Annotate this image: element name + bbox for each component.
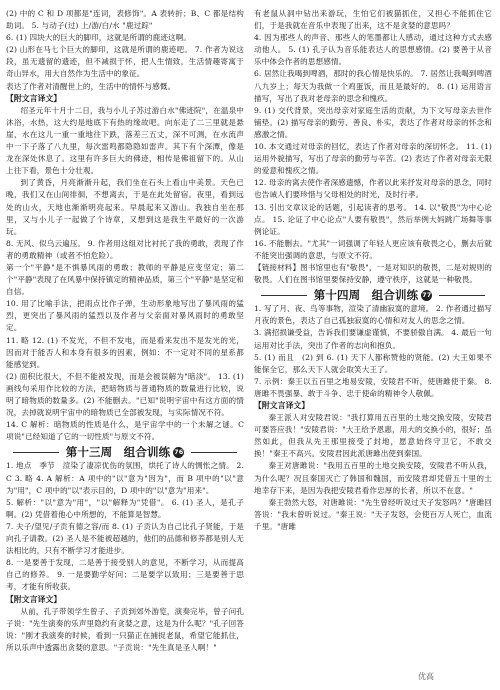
paragraph: 12. 母亲的离去使作者深感遗憾，作者以此来抒发对母亲的思念，同时也告诫人们要珍惜与父母相处的时光，及时行孝。 xyxy=(254,178,493,200)
paragraph: 4. 因为那些人的声音、那些人的笔墨都让人感动，通过这种方式去感动他人。 5. (1) 孔子认为音乐能表达人的思想感情。(2) 要善于从音乐中体会作者的思想感情。 xyxy=(254,33,492,67)
paragraph: 秦王勃然大怒，对唐雎说："先生曾经听说过天子发怒吗？"唐雎回答说："我未曾听说过。"秦王说："天子发怒，会使百万人死亡，血流千里。"唐雎 xyxy=(254,497,492,531)
paragraph: 13. 引出文章议论的话题，引起读者的思考。 14. 以"敬畏"为中心论点。 15. 论证了中心论点"人要有敬畏"，然后举例大妈跳广场舞等事例论证。 xyxy=(254,202,492,236)
week-heading xyxy=(254,289,492,301)
divider xyxy=(191,452,237,453)
section-tag: 【附文言译文】 xyxy=(6,93,62,103)
paragraph: 【链接材料】图书馆里也有"敬畏"，一是对知识的敬畏，二是对规则的敬畏。人们在图书馆里要保持安静，遵守秩序，这就是一种敬畏。 xyxy=(254,262,492,285)
divider xyxy=(13,452,59,453)
paragraph: 6. (1) 四块大的巨大的脚印，这就是所谓的鹿迹这啊。 xyxy=(6,33,192,43)
paragraph: 到了黄昏，月亮渐渐升起，我们坐在石头上看山中美景。天色已晚，我们又在山间徘徊，不想离去，于是在此处留宿。夜里，看到远处的山火，天地也渐渐明亮起来。早晨起来又游山。我独自坐在那里，又与小儿子一起做了个诗章，又想到这是我生平最好的一次游玩。 xyxy=(6,178,244,236)
divider xyxy=(261,295,307,296)
paragraph: 10. 本文通过对母亲的回忆，表达了作者对母亲的深切怀念。 11. (1) 运用外貌描写，写出了母亲的勤劳与辛苦。(2) 表达了作者对母亲无限的爱意和愧疚之情。 xyxy=(254,142,492,176)
paragraph: 3. 满招损谦受益，告诉我们要谦虚谨慎，不要骄傲自满。 4. 最后一句运用对比手法，突出了作者的志向和抱负。 xyxy=(254,328,492,350)
page-footer xyxy=(0,668,500,686)
paragraph: (2) 山形在马七个巨大的脚印，这就是所谓的鹿迹吧。 7. 作者为说这段，虽无遗留的遗迹，但不减损于怀，把人生情致，生活情趣寄寓于奇山异水，用大自然作为生活中的象征。 xyxy=(6,45,244,79)
paragraph: 第一个"平静"是不惧暴风雨的勇敢；教师的平静是应变坚定；第二个"平静"表现了在风暴中保持镇定的精神品质，第三个"平静"是坚定和自信。 xyxy=(6,262,244,297)
paragraph: 14. C 解析：暗物质的性质是什么，是宇宙学中的一个未解之谜。C 项说"已经知道了它的一切性质"与原文不符。 xyxy=(6,420,244,442)
divider xyxy=(439,295,485,296)
paragraph: 9. (1) 交代背景，突出母亲对家庭生活的贡献，为下文写母亲去世作铺垫。(2) 描写母亲的勤劳、善良、朴实，表达了作者对母亲的怀念和感激之情。 xyxy=(254,105,492,139)
paragraph: 从前，孔子带领学生曾子、子贡到郊外游览，演奏完毕，曾子问孔子说："先生演奏的乐声里隐约有贪婪之意，这是为什么呢？"孔子回答说："刚才我演奏的时候，看到一只猫正在捕捉老鼠，希望它能抓住，所以乐声中透露出贪婪的意思。"子贡说："先生真是圣人啊！" xyxy=(6,606,244,652)
paragraph: 16. 不能删去。"尤其"一词强调了年轻人更应该有敬畏之心，删去后就不能突出强调的意思，与原文不符。 xyxy=(254,238,492,260)
week-heading xyxy=(6,446,244,458)
paragraph: 绍圣元年十月十二日，我与小儿子苏过游白水"佛迹院"，在温泉中沐浴，水热，这大约是地底下有热的缘故吧。向东走了二三里就是悬崖，水在这儿一重一重地往下跌，落差三五丈，深不可测，在水流声中一下子落了八九里，每次雷鸣都隐隐如雷声。其下有个深潭，像是龙在深处休息了。这里有许多巨大的佛迹，相传是佛祖留下的。从山上往下看，景色十分壮观。 xyxy=(6,105,244,176)
paragraph: 秦王对唐雎说："我用五百里的土地交换安陵，安陵君不听从我，为什么呢？况且秦国灭亡了韩国和魏国，而安陵君却凭借五十里的土地幸存下来，是因为我把安陵君看作忠厚的长者，所以不在意。" xyxy=(254,461,492,495)
paragraph: (2) 中的 C 和 D 项都是"连词，表修饰"。A 表转折；B、C 都是结构助词。 5. 与动子(过) 上/游/白/水 "鹿过踪" xyxy=(6,9,244,31)
week-title: 第十三周 组合训练 xyxy=(65,445,171,460)
paragraph: 7. 夫子/望见/子贡有德之容/而 8. (1) 子贡认为自己比孔子贤能，于是向孔子请教。(2) 圣人是不能被超越的，他们的品德和修养都是别人无法相比的，只有不断学习才能进步。 xyxy=(6,521,244,556)
paragraph: (2) 面积比很大，不但不能被发现，而是会被误解为"暗淡"。 13. (1) 画线句采用作比较的方法，把暗物质与普通物质的数量进行比较，说明了暗物质的数量多。(2) 不能删去。"已知"说明宇宙中有这方面的情况，去掉就说明宇宙中的暗物质已全部被发现，与实际情况不符。 xyxy=(6,371,244,418)
paragraph: 11. 略 12. (1) 不发光，不但不发电，而是看来发出不是发光的光，因而对于能否人和本身有很多的因素，例如：不一定对不同的星系都能感觉到。 xyxy=(6,335,244,369)
section-tag: 【附文言译文】 xyxy=(6,594,62,604)
left-column xyxy=(6,8,244,654)
paragraph: 秦王派人对安陵君说："我打算用五百里的土地交换安陵，安陵君可要答应我！"安陵君说："大王给予恩惠，用大的交换小的，很好；虽然如此，但我从先王那里接受了封地，愿意始终守卫它，不敢交换！"秦王不高兴。安陵君因此派唐雎出使到秦国。 xyxy=(254,413,492,459)
paragraph: 7. 示例：秦王以五百里之地易安陵，安陵君不听，使唐雎使于秦。 8. 唐雎不畏强暴、敢于斗争、忠于使命的精神令人敬佩。 xyxy=(254,376,492,398)
paragraph: 5. (1) 而且 (2) 到 6. (1) 天下人都称赞他的贤能。(2) 大王如果不能保全它，那么天下人就会取笑大王了。 xyxy=(254,352,492,374)
right-column xyxy=(254,8,492,533)
paragraph: 10. 用了比喻手法，把雨点比作子弹，生动形象地写出了暴风雨的猛烈，更突出了暴风雨的猛烈以及作者与父亲面对暴风雨时的勇敢坚定。 xyxy=(6,299,244,333)
paragraph: 有老鼠从洞中钻出来游玩，生怕它们被猫抓住，又担心不能抓住它们，于是我就在音乐中表现了出来，这不是贪婪的意思吗？ xyxy=(254,9,492,31)
page-badge: 76 xyxy=(174,447,184,456)
footer-label: 优高 xyxy=(418,672,434,681)
page-badge: 77 xyxy=(422,290,432,299)
paragraph: 1. 写了月、夜、鸟等事物，渲染了清幽寂寞的意境。 2. 作者通过描写月夜的景色，表达了自己孤独寂寞的心情和对友人的思念之情。 xyxy=(254,304,492,326)
paragraph: 6. 居然让我喝到啤酒，那时的我心情是快乐的。 7. 居然让我喝到啤酒八九岁上；每天为我做一个鸡蛋饭，而且是最好的。 8. (1) 运用语言描写，写出了我对老母亲的思念和愧疚。 xyxy=(254,69,492,103)
paragraph: 1. 地点 季节 渲染了凄凉优伤的氛围，烘托了诗人的惆怅之情。 2. C 3. 略 4. A 解析：A 项中的"以"意为"因为"，而 B 项中的"以"意为"用"，C 项中的"以"表示目的，D 项中的"以"意为"用来"。 xyxy=(6,461,244,495)
week-title: 第十四周 组合训练 xyxy=(313,288,419,303)
paragraph: 5. 解析："以"意为"用"，"以"解释为"凭借"。 6. (1) 圣人，是孔子啊。(2) 凭借着他心中所想的，不能算是智慧。 xyxy=(6,497,244,519)
paragraph: 8. 一是要善于发现，二是善于接受别人的意见，不断学习，从而提高自己的修养。 9. 一是要勤学好问；二是要学以致用；三是要善于思考，才能有所收获。 xyxy=(6,558,244,592)
paragraph: 表达了作者对清醒世上的，生活中的情怀与感慨。 xyxy=(6,81,176,91)
section-tag: 【附文言译文】 xyxy=(254,401,310,410)
paragraph: 8. 无风、似乌云遍压。 9. 作者用这组对比衬托了我的勇敢，表现了作者的勇敢精神（或者不怕危险）。 xyxy=(6,238,244,260)
